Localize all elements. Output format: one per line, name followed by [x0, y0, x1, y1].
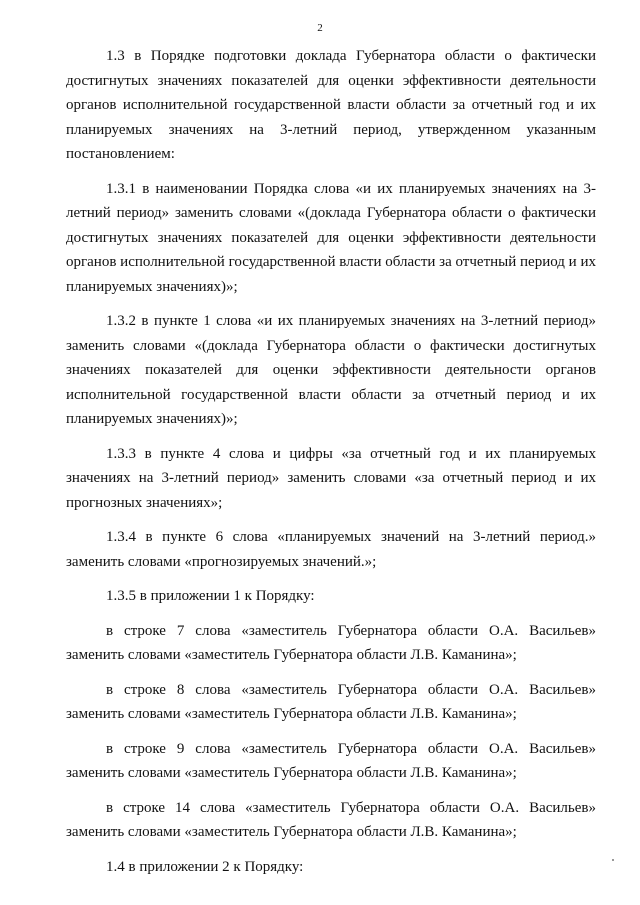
paragraph-row-14: в строке 14 слова «заместитель Губернатора области О.А. Васильев» заменить словами «заместитель Губернатора области Л.В. Каманина»;: [66, 799, 596, 840]
paragraph-1-3-4: 1.3.4 в пункте 6 слова «планируемых значений на 3-летний период.» заменить словами «прогнозируемых значений.»;: [66, 529, 596, 570]
paragraph-1-3-2: 1.3.2 в пункте 1 слова «и их планируемых значениях на 3-летний период» заменить словами «(доклада Губернатора области о фактически достигнутых значениях показателей для оценки эффективности деятельности органов исполнительной государственной власти области за отчетный период и их планируемых значениях)»;: [66, 313, 596, 427]
paragraph-1-3-5: 1.3.5 в приложении 1 к Порядку:: [106, 588, 315, 604]
page-number: 2: [317, 22, 323, 34]
paragraph-row-9: в строке 9 слова «заместитель Губернатора области О.А. Васильев» заменить словами «заместитель Губернатора области Л.В. Каманина»;: [66, 740, 596, 781]
paragraph-1-3: 1.3 в Порядке подготовки доклада Губернатора области о фактически достигнутых значениях показателей для оценки эффективности деятельности органов исполнительной государственной власти области за отчетный год и их планируемых значениях на 3-летний период, утвержденном указанным постановлением:: [66, 48, 596, 162]
paragraph-row-8: в строке 8 слова «заместитель Губернатора области О.А. Васильев» заменить словами «заместитель Губернатора области Л.В. Каманина»;: [66, 681, 596, 722]
paragraph-1-3-3: 1.3.3 в пункте 4 слова и цифры «за отчетный год и их планируемых значениях на 3-летний период» заменить словами «за отчетный период и их прогнозных значениях»;: [66, 445, 596, 511]
scan-mark: [612, 859, 614, 861]
paragraph-1-3-1: 1.3.1 в наименовании Порядка слова «и их планируемых значениях на 3-летний период» заменить словами «(доклада Губернатора области о фактически достигнутых значениях показателей для оценки эффективности деятельности органов исполнительной государственной власти области за отчетный период и их планируемых значениях)»;: [66, 180, 596, 295]
document-body: [66, 44, 596, 889]
paragraph-1-4: 1.4 в приложении 2 к Порядку:: [106, 858, 304, 875]
paragraph-row-7: в строке 7 слова «заместитель Губернатора области О.А. Васильев» заменить словами «заместитель Губернатора области Л.В. Каманина»;: [66, 622, 596, 663]
